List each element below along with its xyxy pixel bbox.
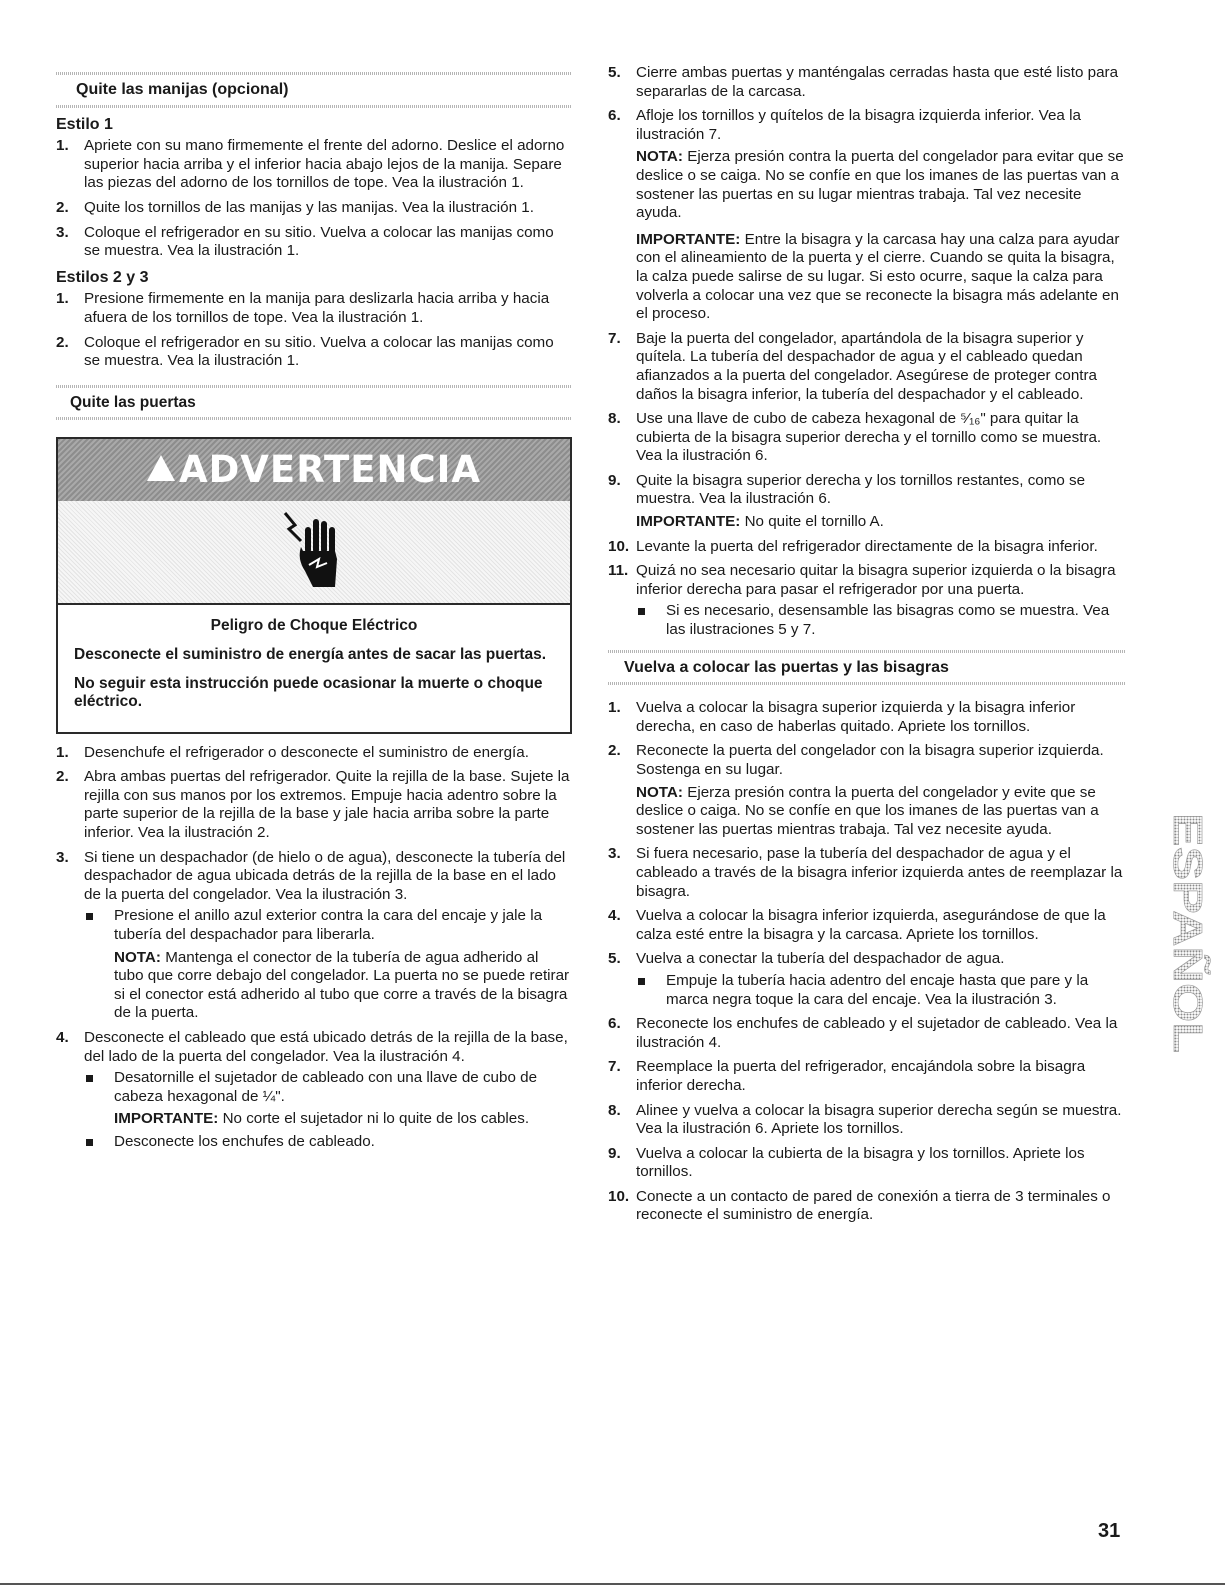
page-number: 31: [1098, 1520, 1121, 1542]
important-note: IMPORTANTE: No quite el tornillo A.: [636, 513, 884, 531]
bullet-square-icon: [86, 913, 93, 920]
bullet-square-icon: [86, 1139, 93, 1146]
bullet-square-icon: [638, 608, 645, 615]
language-side-tab: [1148, 813, 1211, 1058]
warning-text: No seguir esta instrucción puede ocasionar la muerte o choque eléctrico.: [74, 674, 543, 711]
list-item: 1. Presione firmemente en la manija para deslizarla hacia arriba y hacia afuera de los tornillos de tope. Vea la ilustración 1.: [56, 290, 550, 326]
remove-doors-steps: [56, 744, 572, 1152]
list-item: 4. Vuelva a colocar la bisagra inferior izquierda, asegurándose de que la calza esté entre la bisagra y la carcasa. Apriete los tornillos.: [608, 907, 1106, 943]
subheading-estilo1: Estilo 1: [56, 115, 113, 133]
section-rule: [56, 417, 572, 420]
warning-banner: [58, 439, 570, 501]
list-item: 6. Afloje los tornillos y quítelos de la bisagra izquierda inferior. Vea la ilustración 7. NOTA: Ejerza presión contra la puerta del congelador para evitar que se deslice o se caiga. No se confíe en que los imanes de las puertas van a sostener las puertas en su lugar mientras trabaja. Tal vez necesite ayuda. IMPORTANTE: Entre la bisagra y la carcasa hay una calza para ayudar con el alineamiento de la puerta y el cierre. Cuando se quita la bisagra, la calza puede salirse de su lugar. Si esto ocurre, saque la calza para volverla a colocar una vez que se reconecte la bisagra más adelante en el proceso.: [608, 107, 1126, 324]
side-tab-text: ESPAÑOL: [1165, 813, 1211, 1009]
list-item: 4. Desconecte el cableado que está ubicado detrás de la rejilla de la base, del lado de la puerta del congelador. Vea la ilustración 4. Desatornille el sujetador de cableado con una llave de cubo de cabeza hexagonal de ¼". IMPORTANTE: No corte el sujetador ni lo quite de los cables. Desconecte los enchufes de cableado.: [56, 1029, 572, 1152]
subheading-estilos23: Estilos 2 y 3: [56, 268, 149, 286]
list-item: 7. Baje la puerta del congelador, apartándola de la bisagra superior y quítela. La tubería del despachador de agua y el cableado quedan afianzados a la puerta del congelador. Asegúrese de proteger contra daños la bisagra inferior, la tubería del despachador y el cableado.: [608, 329, 1098, 403]
list-item: 1. Apriete con su mano firmemente el frente del adorno. Deslice el adorno superior hacia arriba y el inferior hacia abajo lejos de la manija. Separe las piezas del adorno de los tornillos de tope. Vea la ilustración 1.: [56, 137, 565, 192]
electric-shock-hand-icon: [279, 507, 349, 595]
list-item: 5. Cierre ambas puertas y manténgalas cerradas hasta que esté listo para separarlas de la carcasa.: [608, 64, 1119, 100]
bullet-item: Empuje la tubería hacia adentro del encaje hasta que pare y la marca negra toque la cara del encaje. Vea la ilustración 3.: [636, 972, 1126, 1009]
section-title-replace-doors: Vuelva a colocar las puertas y las bisagras: [624, 658, 949, 676]
estilo1-steps: [56, 137, 572, 261]
warning-triangle-icon: [147, 455, 175, 481]
important-note: IMPORTANTE: Entre la bisagra y la carcasa hay una calza para ayudar con el alineamiento de la puerta y el cierre. Cuando se quita la bisagra, la calza puede salirse de su lugar. Si esto ocurre, saque la calza para volverla a colocar una vez que se reconecte la bisagra más adelante en el proceso.: [636, 230, 1120, 323]
bullet-item: Desatornille el sujetador de cableado con una llave de cubo de cabeza hexagonal de ¼". IMPORTANTE: No corte el sujetador ni lo quite de los cables.: [84, 1069, 572, 1129]
remove-doors-steps-continued: [608, 64, 1126, 640]
list-item: 10. Conecte a un contacto de pared de conexión a tierra de 3 terminales o reconecte el suministro de energía.: [608, 1187, 1111, 1224]
note: NOTA: Ejerza presión contra la puerta del congelador para evitar que se deslice o se caiga. No se confíe en que los imanes de las puertas van a sostener las puertas en su lugar mientras trabaja. Tal vez necesite ayuda.: [636, 148, 1124, 222]
list-item: 7. Reemplace la puerta del refrigerador, encajándola sobre la bisagra inferior derecha.: [608, 1058, 1086, 1094]
replace-doors-steps: [608, 699, 1126, 1225]
list-item: 3. Si fuera necesario, pase la tubería del despachador de agua y el cableado a través de la bisagra inferior izquierda antes de reemplazar la bisagra.: [608, 845, 1123, 900]
list-item: 2. Reconecte la puerta del congelador con la bisagra superior izquierda. Sostenga en su lugar. NOTA: Ejerza presión contra la puerta del congelador y evite que se deslice o caiga. No se confíe en que los imanes de las puertas van a sostener las puertas mientras trabaja. Tal vez necesite ayuda.: [608, 742, 1126, 839]
list-item: 11. Quizá no sea necesario quitar la bisagra superior izquierda o la bisagra inferior derecha para pasar el refrigerador por una puerta. Si es necesario, desensamble las bisagras como se muestra. Vea las ilustraciones 5 y 7.: [608, 562, 1126, 639]
section-title-doors: Quite las puertas: [70, 393, 196, 411]
right-column: [608, 64, 1126, 1231]
list-item: 2. Coloque el refrigerador en su sitio. Vuelva a colocar las manijas como se muestra. Vea la ilustración 1.: [56, 333, 554, 370]
list-item: 1. Vuelva a colocar la bisagra superior izquierda y la bisagra inferior derecha, en caso de haberlas quitado. Apriete los tornillos.: [608, 699, 1076, 735]
list-item: 1. Desenchufe el refrigerador o desconecte el suministro de energía.: [56, 743, 529, 761]
left-column: [56, 64, 572, 1158]
warning-banner-text: ADVERTENCIA: [178, 448, 482, 492]
section-rule: [56, 105, 572, 108]
bullet-item: Si es necesario, desensamble las bisagras como se muestra. Vea las ilustraciones 5 y 7.: [636, 602, 1126, 639]
bullet-square-icon: [638, 978, 645, 985]
important-note: IMPORTANTE: No corte el sujetador ni lo quite de los cables.: [114, 1110, 530, 1128]
list-item: 2. Quite los tornillos de las manijas y las manijas. Vea la ilustración 1.: [56, 198, 534, 216]
list-item: 8. Use una llave de cubo de cabeza hexagonal de ⁵⁄₁₆" para quitar la cubierta de la bisagra superior derecha y el tornillo como se muestra. Vea la ilustración 6.: [608, 410, 1102, 465]
list-item: 9. Quite la bisagra superior derecha y los tornillos restantes, como se muestra. Vea la ilustración 6. IMPORTANTE: No quite el tornillo A.: [608, 472, 1126, 532]
list-item: 3. Coloque el refrigerador en su sitio. Vuelva a colocar las manijas como se muestra. Vea la ilustración 1.: [56, 223, 554, 260]
note: NOTA: Mantenga el conector de la tubería de agua adherido al tubo que corre debajo del congelador. La puerta no se puede retirar si el conector está adherido al tubo que corre a través de la bisagra de la puerta.: [114, 948, 570, 1022]
section-title-handles: Quite las manijas (opcional): [76, 81, 289, 98]
list-item: 6. Reconecte los enchufes de cableado y el sujetador de cableado. Vea la ilustración 4.: [608, 1015, 1118, 1051]
warning-box: [56, 437, 572, 733]
note: NOTA: Ejerza presión contra la puerta del congelador y evite que se deslice o caiga. No se confíe en que los imanes de las puertas van a sostener las puertas mientras trabaja. Tal vez necesite ayuda.: [636, 783, 1099, 838]
list-item: 8. Alinee y vuelva a colocar la bisagra superior derecha según se muestra. Vea la ilustración 6. Apriete los tornillos.: [608, 1101, 1122, 1138]
warning-header: [58, 439, 570, 605]
list-item: 10. Levante la puerta del refrigerador directamente de la bisagra inferior.: [608, 537, 1098, 555]
warning-text: Desconecte el suministro de energía antes de sacar las puertas.: [74, 645, 547, 663]
estilos23-steps: [56, 290, 572, 370]
list-item: 3. Si tiene un despachador (de hielo o de agua), desconecte la tubería del despachador de agua ubicada detrás de la rejilla de la base en el lado de la puerta del congelador. Vea la ilustración 3. Presione el anillo azul exterior contra la cara del encaje y jale la tubería del despachador para liberarla. NOTA: Mantenga el conector de la tubería de agua adherido al tubo que corre debajo del congelador. La puerta no se puede retirar si el conector está adherido al tubo que corre a través de la bisagra de la puerta.: [56, 849, 572, 1023]
bullet-item: Desconecte los enchufes de cableado.: [84, 1133, 572, 1152]
bullet-square-icon: [86, 1075, 93, 1082]
list-item: 2. Abra ambas puertas del refrigerador. Quite la rejilla de la base. Sujete la rejilla con sus manos por los extremos. Empuje hacia adentro sobre la parte superior de la rejilla de la base y jale hacia arriba sobre la parte inferior. Vea la ilustración 2.: [56, 768, 570, 842]
bullet-item: Presione el anillo azul exterior contra la cara del encaje y jale la tubería del despachador para liberarla. NOTA: Mantenga el conector de la tubería de agua adherido al tubo que corre debajo del congelador. La puerta no se puede retirar si el conector está adherido al tubo que corre a través de la bisagra de la puerta.: [84, 907, 572, 1023]
list-item: 9. Vuelva a colocar la cubierta de la bisagra y los tornillos. Apriete los tornillos.: [608, 1144, 1085, 1181]
warning-title: Peligro de Choque Eléctrico: [210, 617, 418, 635]
list-item: 5. Vuelva a conectar la tubería del despachador de agua. Empuje la tubería hacia adentro del encaje hasta que pare y la marca negra toque la cara del encaje. Vea la ilustración 3.: [608, 950, 1126, 1009]
section-rule: [608, 682, 1126, 685]
warning-body: [58, 605, 570, 731]
